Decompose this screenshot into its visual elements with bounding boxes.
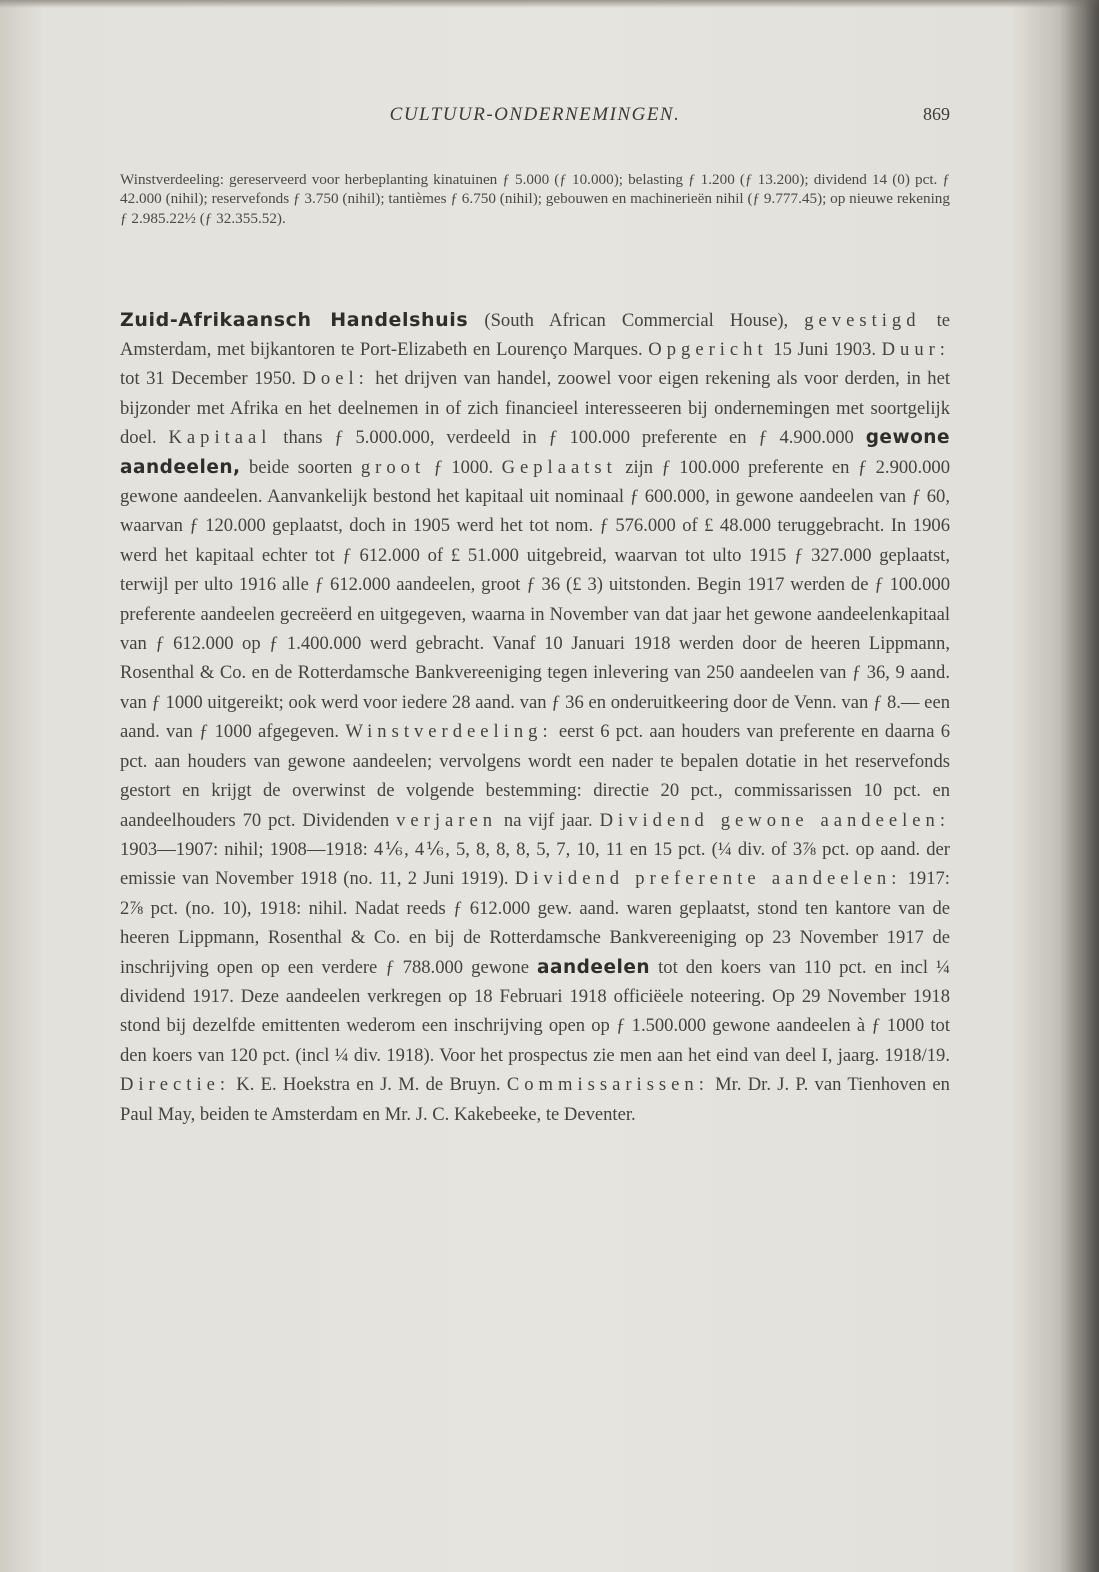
- entry-text: ƒ 1000.: [425, 456, 502, 478]
- label-duur: Duur:: [881, 339, 950, 360]
- running-head: CULTUUR-ONDERNEMINGEN.: [389, 104, 681, 125]
- page-header: [120, 104, 950, 134]
- entry-text: het drijven van handel, zoowel voor eigen rekening als voor derden, in het bijzonder met Afrika en het deelnemen in of zich financieel interesseeren bij ondernemingen met soortgelijk doel.: [120, 368, 950, 449]
- entry-text: 15 Juni 1903.: [767, 339, 882, 360]
- label-doel: Doel:: [302, 368, 369, 390]
- label-winstverdeeling: Winstverdeeling:: [345, 721, 553, 743]
- entry-text: te Amsterdam, met bijkantoren te Port-Elizabeth en Lourenço Marques.: [120, 309, 950, 360]
- entry-text: Mr. Dr. J. P. van Tienhoven en Paul May, beiden te Amsterdam en Mr. J. C. Kakebeeke, te Deventer.: [120, 1074, 950, 1125]
- label-opgericht: Opgericht: [648, 339, 768, 360]
- entry-text: eerst 6 pct. aan houders van preferente en daarna 6 pct. aan houders van gewone aandeelen; vervolgens wordt een nader te bepalen dotatie in het reservefonds gestort en krijgt de overwinst de volgende bestemming: directie 20 pct., commissarissen 10 pct. en aandeelhouders 70 pct. Dividenden: [120, 721, 950, 831]
- entry-text: na vijf jaar.: [497, 809, 600, 831]
- label-aandeelen: aandeelen: [537, 956, 651, 978]
- label-directie: Directie:: [120, 1074, 231, 1096]
- label-verjaren: verjaren: [396, 809, 497, 831]
- entry-text: K. E. Hoekstra en J. M. de Bruyn.: [230, 1074, 507, 1096]
- entry-text: tot den koers van 110 pct. en incl ¼ dividend 1917. Deze aandeelen verkregen op 18 Februari 1918 officiëele noteering. Op 29 November 1918 stond bij dezelfde emittenten wederom een inschrijving open op ƒ 1.500.000 gewone aandeelen à ƒ 1000 tot den koers van 120 pct. (incl ¼ div. 1918). Voor het prospectus zie men aan het eind van deel I, jaarg. 1918/19.: [120, 956, 951, 1066]
- entry-text: zijn ƒ 100.000 preferente en ƒ 2.900.000 gewone aandeelen. Aanvankelijk bestond het kapitaal uit nominaal ƒ 600.000, in gewone aandeelen van ƒ 60, waarvan ƒ 120.000 geplaatst, doch in 1905 werd het tot nom. ƒ 576.000 of £ 48.000 teruggebracht. In 1906 werd het kapitaal echter tot ƒ 612.000 of £ 51.000 uitgebreid, waarvan tot ulto 1915 ƒ 327.000 geplaatst, terwijl per ulto 1916 alle ƒ 612.000 aandeelen, groot ƒ 36 (£ 3) uitstonden. Begin 1917 werden de ƒ 100.000 preferente aandeelen gecreëerd en uitgegeven, waarna in November van dat jaar het gewone aandeelenkapitaal van ƒ 612.000 op ƒ 1.400.000 werd gebracht. Vanaf 10 Januari 1918 werden door de heeren Lippmann, Rosenthal & Co. en de Rotterdamsche Bankvereeniging tegen inlevering van 250 aandeelen van ƒ 36, 9 aand. van ƒ 1000 uitgereikt; ook werd voor iedere 28 aand. van ƒ 36 en onderuitkeering door de Venn. van ƒ 8.— een aand. van ƒ 1000 afgegeven.: [120, 456, 950, 743]
- label-kapitaal: Kapitaal: [168, 427, 272, 449]
- label-gevestigd: gevestigd: [804, 309, 921, 331]
- entry-text: beide soorten: [240, 456, 361, 478]
- winstverdeeling-paragraph: Winstverdeeling: gereserveerd voor herbeplanting kinatuinen ƒ 5.000 (ƒ 10.000); belasting ƒ 1.200 (ƒ 13.200); dividend 14 (0) pct. ƒ 42.000 (nihil); reservefonds ƒ 3.750 (nihil); tantièmes ƒ 6.750 (nihil); gebouwen en machinerieën nihil (ƒ 9.777.45); op nieuwe rekening ƒ 2.985.22½ (ƒ 32.355.52).: [120, 171, 950, 227]
- company-name: Zuid-Afrikaansch Handelshuis: [120, 308, 469, 331]
- entry-text: 1917: 2⅞ pct. (no. 10), 1918: nihil. Nadat reeds ƒ 612.000 gew. aand. waren geplaatst, stond ten kantore van de heeren Lippmann, Rosenthal & Co. en bij de Rotterdamsche Bankvereeniging op 23 November 1917 de inschrijving open op een verdere ƒ 788.000 gewone: [120, 868, 950, 978]
- company-entry: [120, 306, 950, 1129]
- page-binding-shadow: [1059, 0, 1099, 1572]
- entry-text: thans ƒ 5.000.000, verdeeld in ƒ 100.000 preferente en ƒ 4.900.000: [271, 427, 866, 449]
- label-commissarissen: Commissarissen:: [506, 1074, 709, 1096]
- label-dividend-preferente: Dividend preferente aandeelen:: [514, 868, 902, 890]
- entry-text: (South African Commercial House),: [468, 309, 805, 331]
- label-geplaatst: Geplaatst: [501, 456, 617, 478]
- label-groot: groot: [360, 456, 426, 478]
- label-dividend-gewone: Dividend gewone aandeelen:: [599, 809, 950, 831]
- entry-text: tot 31 December 1950.: [120, 368, 303, 390]
- label-gewone-aandeelen: gewone aandeelen,: [120, 427, 950, 478]
- page-number: 869: [923, 104, 950, 124]
- page-top-edge: [0, 0, 1099, 8]
- entry-text: 1903—1907: nihil; 1908—1918: 4⅙, 4⅙, 5, 8, 8, 8, 5, 7, 10, 11 en 15 pct. (¼ div. of 3⅞ pct. op aand. der emissie van November 1918 (no. 11, 2 Juni 1919).: [120, 838, 950, 890]
